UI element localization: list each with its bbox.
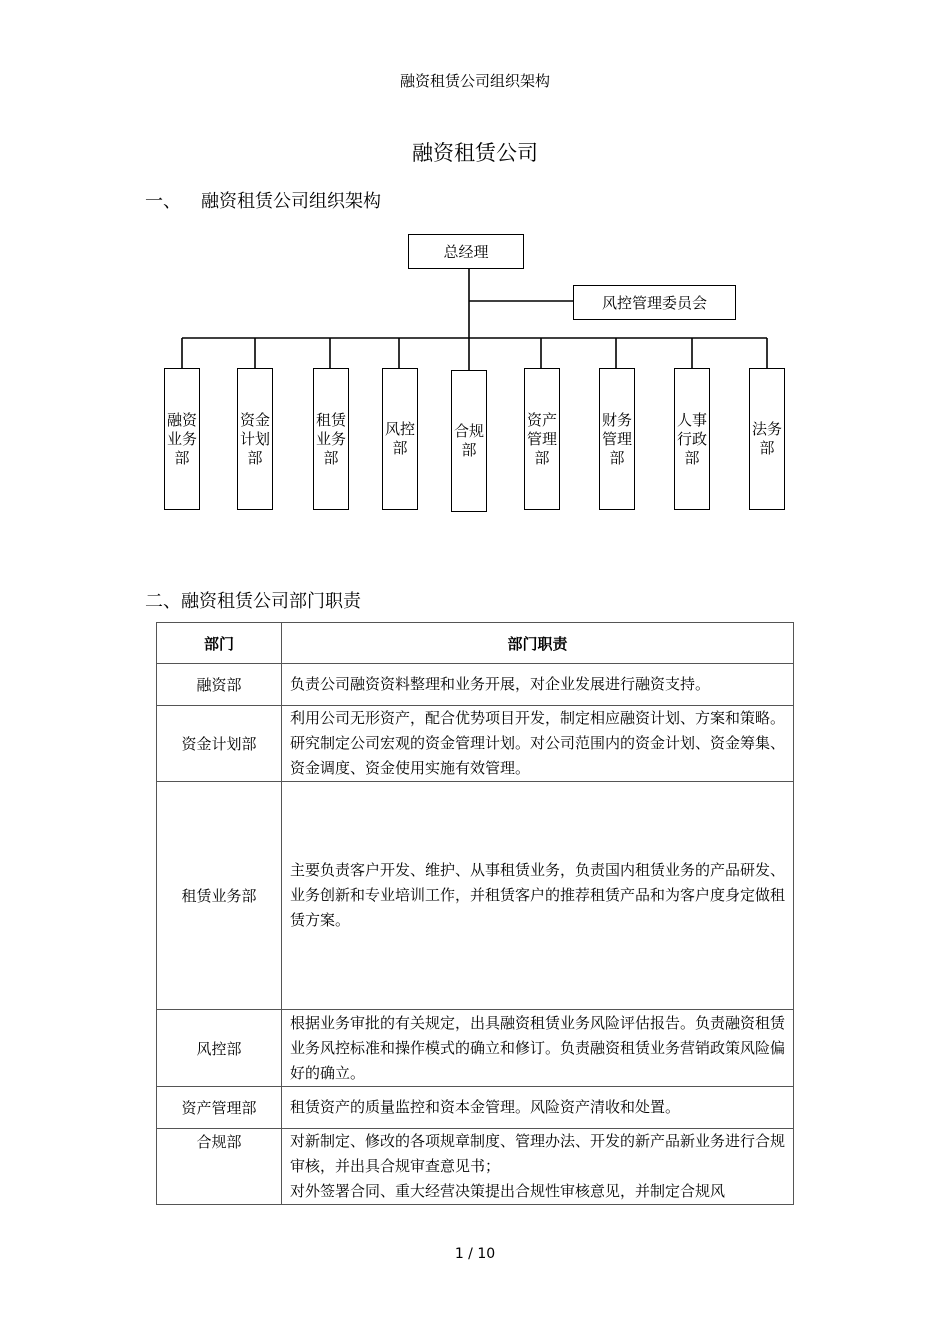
department-cell: 资金计划部 — [157, 706, 282, 782]
duties-cell: 租赁资产的质量监控和资本金管理。风险资产清收和处置。 — [282, 1087, 794, 1129]
department-cell: 风控部 — [157, 1010, 282, 1087]
org-node-label: 法务部 — [752, 420, 783, 457]
org-node-leasing-business — [313, 368, 349, 510]
duties-cell: 利用公司无形资产，配合优势项目开发，制定相应融资计划、方案和策略。研究制定公司宏观的资金管理计划。对公司范围内的资金计划、资金筹集、资金调度、资金使用实施有效管理。 — [282, 706, 794, 782]
org-node-risk-control — [382, 368, 418, 510]
table-row — [157, 782, 794, 1010]
org-node-legal — [749, 368, 785, 510]
org-node-label: 合规部 — [454, 422, 485, 459]
duties-paragraph: 对新制定、修改的各项规章制度、管理办法、开发的新产品新业务进行合规审核，并出具合规审查意见书； — [290, 1132, 786, 1175]
org-node-label: 融资业务部 — [167, 410, 198, 467]
org-node-general-manager — [408, 234, 524, 269]
column-header-department: 部门 — [157, 623, 282, 664]
org-node-label: 资金计划部 — [240, 410, 271, 467]
department-cell: 合规部 — [157, 1129, 282, 1205]
duties-cell: 主要负责客户开发、维护、从事租赁业务，负责国内租赁业务的产品研发、业务创新和专业培训工作，并租赁客户的推荐租赁产品和为客户度身定做租赁方案。 — [282, 782, 794, 1010]
org-node-financing-business — [164, 368, 200, 510]
org-node-label: 资产管理部 — [527, 410, 558, 467]
table-header-row — [157, 623, 794, 664]
section-1-number: 一、 — [145, 191, 181, 212]
table-row — [157, 1087, 794, 1129]
org-chart — [0, 0, 950, 560]
section-1-title: 融资租赁公司组织架构 — [201, 191, 381, 212]
org-node-label: 风控部 — [385, 420, 416, 457]
department-cell: 租赁业务部 — [157, 782, 282, 1010]
department-cell: 资产管理部 — [157, 1087, 282, 1129]
org-node-fund-planning — [237, 368, 273, 510]
org-node-asset-management — [524, 368, 560, 510]
table-row — [157, 664, 794, 706]
org-node-label: 财务管理部 — [602, 410, 633, 467]
org-node-hr-admin — [674, 368, 710, 510]
org-node-label: 人事行政部 — [677, 410, 708, 467]
org-node-compliance — [451, 370, 487, 512]
table-row — [157, 1010, 794, 1087]
duties-cell — [282, 1129, 794, 1205]
duties-cell: 根据业务审批的有关规定，出具融资租赁业务风险评估报告。负责融资租赁业务风控标准和操作模式的确立和修订。负责融资租赁业务营销政策风险偏好的确立。 — [282, 1010, 794, 1087]
document-title: 融资租赁公司 — [412, 141, 538, 165]
column-header-duties: 部门职责 — [282, 623, 794, 664]
org-node-risk-committee — [573, 285, 736, 320]
duties-paragraph: 对外签署合同、重大经营决策提出合规性审核意见，并制定合规风 — [290, 1182, 726, 1200]
department-cell: 融资部 — [157, 664, 282, 706]
section-2-heading: 二、融资租赁公司部门职责 — [145, 591, 361, 612]
org-node-label: 租赁业务部 — [316, 410, 347, 467]
department-duties-table — [156, 622, 794, 1205]
table-row — [157, 706, 794, 782]
page-number: 1 / 10 — [454, 1246, 496, 1262]
table-row — [157, 1129, 794, 1205]
duties-cell: 负责公司融资资料整理和业务开展，对企业发展进行融资支持。 — [282, 664, 794, 706]
running-header: 融资租赁公司组织架构 — [399, 72, 550, 90]
org-node-label: 总经理 — [443, 243, 489, 261]
org-node-label: 风控管理委员会 — [601, 294, 707, 312]
org-node-finance — [599, 368, 635, 510]
